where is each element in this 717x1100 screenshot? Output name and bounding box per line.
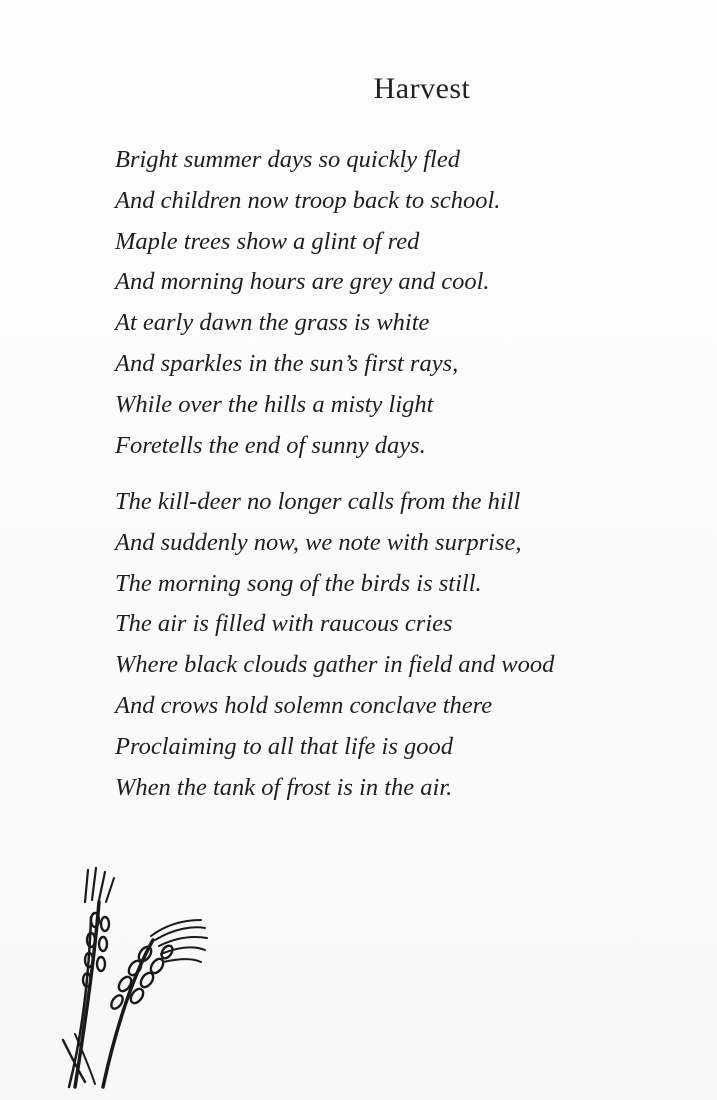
poem-line: Where black clouds gather in field and wood [115,651,555,679]
poem-line: And morning hours are grey and cool. [115,268,490,296]
poem-line: And sparkles in the sun’s first rays, [115,349,459,377]
poem-line: Foretells the end of sunny days. [115,431,426,459]
poem-line: Proclaiming to all that life is good [115,732,453,760]
poem-line: Bright summer days so quickly fled [115,146,460,173]
poem-line: When the tank of frost is in the air. [115,773,453,801]
poem-line: The kill-deer no longer calls from the hill [115,488,521,515]
stanza-2 [115,482,675,808]
poem-line: And children now troop back to school. [115,186,501,214]
poem-line: While over the hills a misty light [115,390,434,418]
poem-line: And suddenly now, we note with surprise, [115,528,522,556]
poem-title: Harvest [373,72,471,105]
poem-line: At early dawn the grass is white [115,309,430,337]
poem-line: Maple trees show a glint of red [115,227,420,255]
poem-line: The air is filled with raucous cries [115,610,453,638]
stanza-1 [115,140,675,466]
poem-line: And crows hold solemn conclave there [115,691,493,719]
wheat-sheaf-icon [55,862,220,1092]
poem-line: The morning song of the birds is still. [115,569,482,597]
